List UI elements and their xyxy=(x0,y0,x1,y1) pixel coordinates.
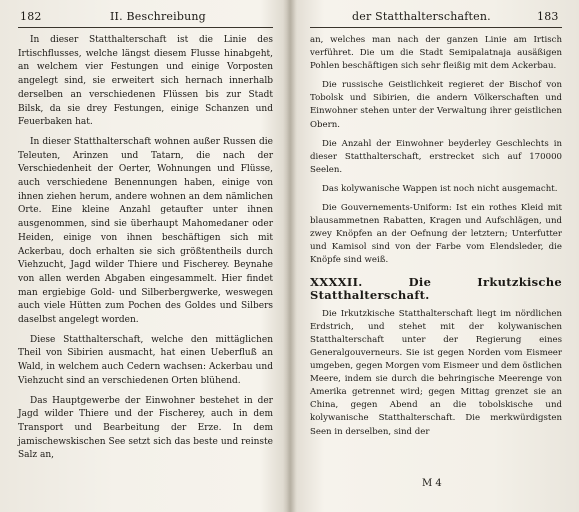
paragraph: Das kolywanische Wappen ist noch nicht ausgemacht. xyxy=(322,183,558,194)
paragraph: In dieser Statthalterschaft ist die Linie des Irtischflusses, welche längst diesem Flusse hinabgeht, an welchem vier Festungen und einige Vorposten angelegt sind, sie erweitert sich hernach innerhalb derselben an verschiedenen Flüssen bis zur Stadt Bilsk, da sie drey Festungen, einige Schanzen und Feuerbaken hat. xyxy=(18,35,273,128)
page-number: 183 xyxy=(537,10,559,23)
page-number: 182 xyxy=(20,10,42,23)
paragraph: Die Gouvernements-Uniform: Ist ein rothes Kleid mit blausammetnen Rabatten, Kragen und Aufschlägen, und zwey Knöpfen an der Oefnung der letztern; Unterfutter und Kamisol sind von der Farbe vom Elendsleder, die Knöpfe sind weiß. xyxy=(310,203,562,266)
paragraph: Das Hauptgewerbe der Einwohner bestehet in der Jagd wilder Thiere und der Fischerey, auch in dem Transport und Bearbeitung der Erze. In dem jamischewskischen See setzt sich das beste und reinste Salz an, xyxy=(18,395,273,461)
running-head: der Statthalterschaften. xyxy=(352,10,491,23)
paragraph: Die russische Geistlichkeit regieret der Bischof von Tobolsk und Sibirien, die andern Völkerschaften und Einwohner stehen unter der Verwaltung ihrer geistlichen Obern. xyxy=(310,80,562,130)
paragraph: Diese Statthalterschaft, welche den mittäglichen Theil von Sibirien ausmacht, hat einen Ueberfluß an Wald, in welchem auch Cedern wachsen: Ackerbau und Viehzucht sind an verschiedenen Orten blühend. xyxy=(18,334,273,386)
paragraph: Die Irkutzkische Statthalterschaft liegt im nördlichen Erdstrich, und stehet mit der kolywanischen Statthalterschaft unter der Regierung eines Generalgouverneurs. Sie ist gegen Norden vom Eismeer umgeben, gegen Morgen vom Eismeer und dem östlichen Meere, indem sie durch die behringische Meerenge von Amerika getrennet wird; gegen Mittag grenzet sie an China, gegen Abend an die tobolskische und kolywanische Statthalterschaft. Die merkwürdigsten Seen in derselben, sind der xyxy=(310,308,563,437)
running-head: II. Beschreibung xyxy=(110,10,206,23)
section-heading: XXXXII. Die Irkutzkische Statthalterschaft. xyxy=(310,274,562,302)
signature-mark: M 4 xyxy=(422,478,442,489)
left-page xyxy=(0,0,289,512)
header-rule xyxy=(310,27,562,28)
left-page-body xyxy=(18,34,273,469)
paragraph: In dieser Statthalterschaft wohnen außer Russen die Teleuten, Arinzen und Tatarn, die nach der Verschiedenheit der Oerter, Wohnungen und Flüsse, auch verschiedene Benennungen haben, einige von ihnen ziehen herum, andere wohnen an dem nämlichen Orte. Eine kleine Anzahl getaufter unter ihnen ausgenommen, sind sie überhaupt Mahomedaner oder Heiden, einige von ihnen beschäftigen sich mit Ackerbau, doch erhalten sie sich größtentheils durch Viehzucht, Jagd wilder Thiere und Fischerey. Beynahe von allen werden Abgaben eingesammelt. Hier findet man ergiebige Gold- und Silberbergwerke, weswegen auch viele Hütten zum Pochen des Goldes und Silbers daselbst angelegt worden. xyxy=(18,136,273,326)
paragraph: an, welches man nach der ganzen Linie am Irtisch verführet. Die um die Stadt Semipalatnaja ausäßigen Pohlen beschäftigen sich sehr fleißig mit dem Ackerbau. xyxy=(310,35,562,72)
right-page-body xyxy=(310,34,562,445)
right-page xyxy=(290,0,579,512)
paragraph: Die Anzahl der Einwohner beyderley Geschlechts in dieser Statthalterschaft, erstrecket sich auf 170000 Seelen. xyxy=(310,138,562,175)
header-rule xyxy=(18,27,273,28)
